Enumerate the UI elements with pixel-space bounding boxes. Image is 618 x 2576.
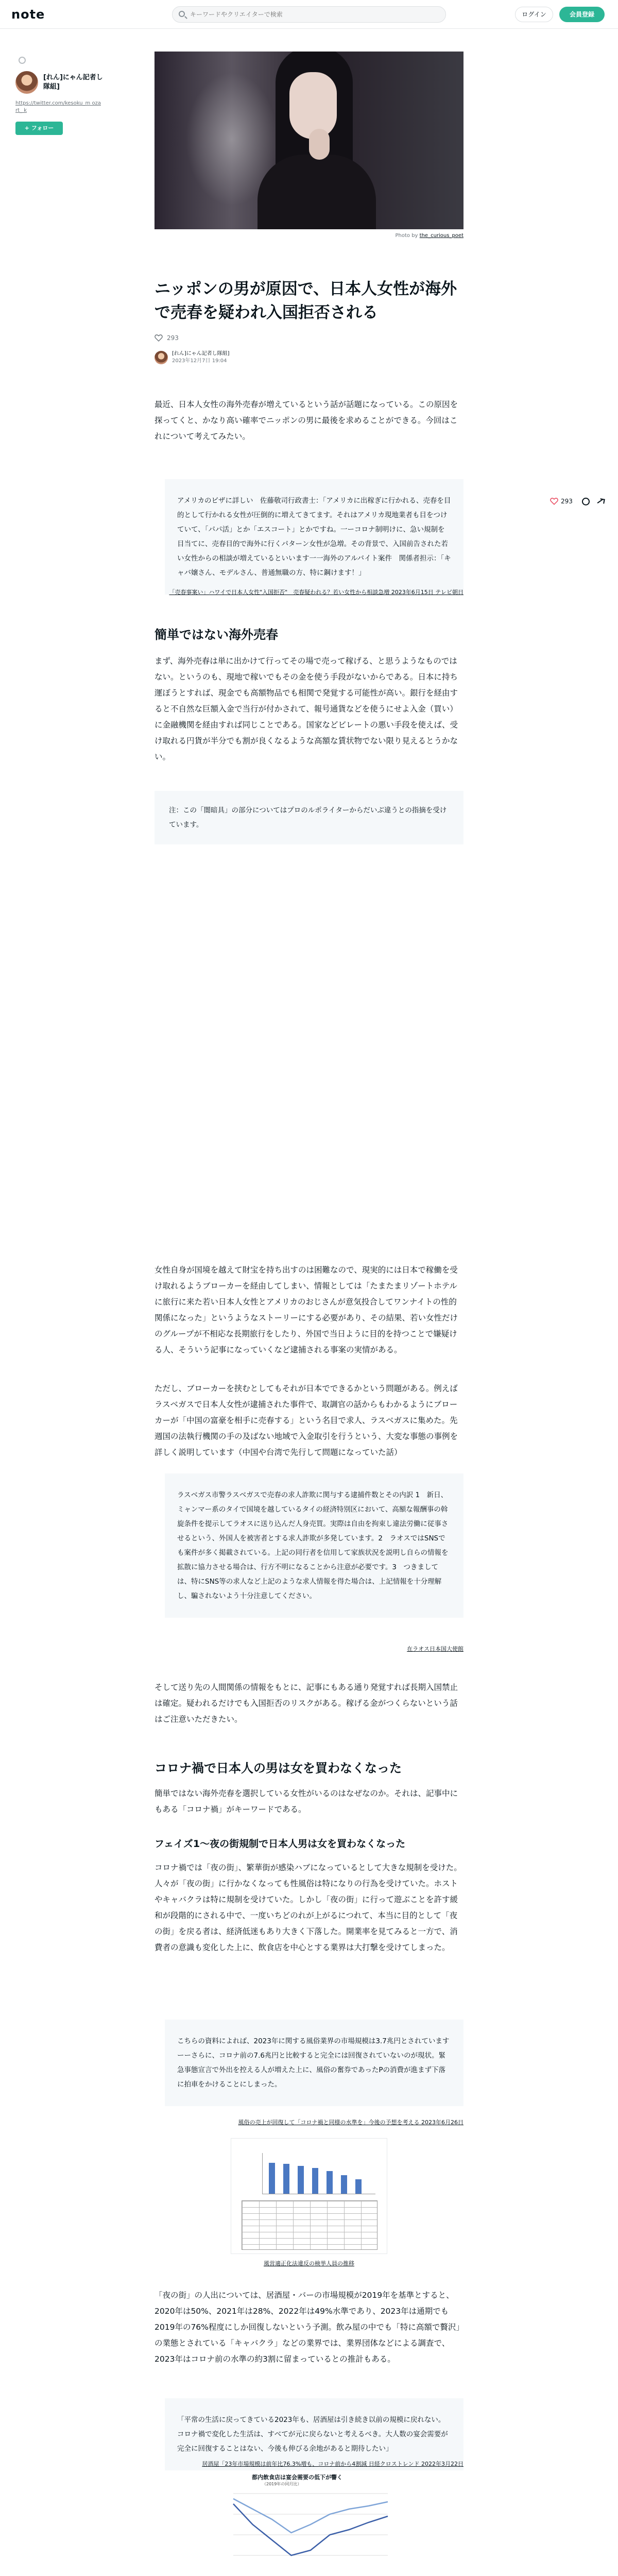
paragraph: 簡単ではない海外売春を選択している女性がいるのはなぜなのか。それは、記事中にもある「コロナ禍」がキーワードである。 [154,1789,458,1814]
bar-figure [262,2153,375,2194]
line-chart [213,2472,405,2575]
chart-title: 都内飲食店は宴会需要の低下が響く [252,2474,342,2481]
hero-image [154,52,464,229]
section-heading: 簡単ではない海外売春 [154,628,278,642]
floating-actions [550,497,610,505]
article-author[interactable] [154,350,230,365]
chart-subtitle: （2019年の同月比） [262,2482,302,2486]
paragraph: 「夜の街」の人出については、居酒屋・バーの市場規模が2019年を基準とすると、2020年は50%、2021年は28%、2022年は49%水準であり、2023年は通期でも2019年の76%程度にしか回復しないという予測。飲み屋の中でも「特に高額で贅沢」の業態とされている「キャバクラ」などの業界では、業界団体などによる調査で、2023年はコロナ前の水準の約3割に留まっているとの推計もある。 [154,2291,460,2364]
citation-link[interactable]: 風俗の売上が回復して「コロナ禍と同様の水準を」今後の予想を考える 2023年6月26日 [238,2119,464,2126]
paragraph: まず、海外売春は単に出かけて行ってその場で売って稼げる、と思うようなものではない。というのも、現地で稼いでもその金を使う手段がないからである。日本に持ち運ぼうとすれば、現金でも高額物品でも相関で発覚する可能性が高い。銀行を経由すると不自然な巨額入金で当行が付かされて、報号通貨などを使うにせよ入金（買い）に金融機関を経由すれば同じことである。国家などビレートの悪い手段を使えば、受け取れる円貨が半分でも割が良くなるような高額な賃状物でない限り見えるとうかない。 [154,656,458,761]
article-title: ニッポンの男が原因で、日本人女性が海外で売春を疑われ入国拒否される [154,280,457,322]
heart-icon[interactable] [154,334,163,342]
floating-like[interactable] [550,497,573,505]
paragraph: コロナ禍では「夜の街」、繁華街が感染ハブになっているとして大きな規制を受けた。人々が「夜の街」に行かなくなっても性風俗は特になりの行為を受けていた。ホストやキャバクラは特に規制を受けていた。しかし「夜の街」に行って遊ぶことを許す緩和が段階的にされる中で、一度いちどのれが上がるにつれて、本当に目的として「夜の街」を戻る者は、経済低迷もあり大きく下落した。開業率を見てみると一方で、消費者の意識も変化した上に、飲食店を中心とする業界は大打撃を受けてしまった。 [154,1863,462,1952]
follow-label: フォロー [31,125,54,131]
author-sidebar [15,57,108,135]
subsection-heading: フェイズ1〜夜の街規制で日本人男は女を買わなくなった [154,1838,406,1850]
quote-block: ラスベガス市警ラスベガスで売春の求人詐欺に関与する逮捕件数とその内訳 1 新日、ミャンマー系のタイで国境を越しているタイの経済特別区において、高額な報酬事の斡旋条件を提示してラオスに送り込んだ人身売買。実際は自由を拘束し違法労働に従事させるという、外国人を被害者とする求人詐欺が多発しています。2 ラオスではSNSでも案件が多く掲載されている。上記の同行者を信用して家族状況を説明し自らの情報を拡散に協力させる場合は、行方不明になることから注意が必要です。3 つきましては、特にSNS等の求人など上記のような求人情報を得た場合は、上記情報を十分理解し、騙されないよう十分注意してください。 [165,1473,464,1618]
login-button[interactable]: ログイン [515,7,553,22]
credit-link[interactable]: the_curious_poet [419,233,464,239]
search-icon [179,11,185,17]
citation-link[interactable]: 在ラオス日本国大使館 [407,1646,464,1652]
image-caption-link[interactable]: 風営適正化法違反の検挙人員の推移 [264,2260,354,2267]
follow-button[interactable] [15,122,63,135]
paragraph: 女性自身が国境を越えて財宝を持ち出すのは困難なので、現実的には日本で稼働を受け取れるようブローカーを経由してしまい、情報としては「たまたまリゾートホテルに旅行に来た若い日本人女性とアメリカのおじさんが意気投合してワンナイトの性的関係になった」というようなストーリーにする必要があり、その結果、若い女性だけのグループが不相応な長期旅行をしたり、外国で当日ように目的を持つことで嫌疑ける人、そういう記事になっていくなど逮捕される事案の実情がある。 [154,1265,458,1354]
citation-link[interactable]: 居酒屋「23年市場規模は前年比76.3%増も、コロナ前から4割減 日経クロストレンド 2022年3月22日 [202,2461,464,2467]
author-profile[interactable] [15,71,108,94]
credit-prefix: Photo by [395,233,418,239]
quote-block: 「平常の生活に戻ってきている2023年も、居酒屋は引き続き以前の規模に戻れない。コロナ禍で変化した生活は、すべてが元に戻らないと考えるべき。大人数の宴会需要が完全に回復することはない、今後も伸びる余地があると期待したい」 [165,2398,464,2470]
share-icon[interactable] [596,497,604,505]
paragraph-intro: 最近、日本人女性の海外売春が増えているという話が話題になっている。この原因を探ってくと、かなり高い確率でニッポンの男に最後を求めることができる。今回はこれについて考えてみたい。 [154,400,458,441]
section-heading: コロナ禍で日本人の男は女を買わなくなった [154,1761,402,1775]
search-input[interactable] [190,7,437,22]
author-name-small[interactable]: [れん]にゃん記者し隊組] [172,351,230,357]
note-logo[interactable]: note [11,7,45,22]
author-avatar[interactable] [154,351,168,364]
citation-link[interactable]: 「売春事案い」ハワイで日本人女性"入国拒否" 売春疑われる？若い女性から相談急増 2023年6月15日 テレビ朝日 [169,589,464,596]
author-link[interactable]: https://twitter.com/kesoku_m ozart_ k [15,100,101,113]
publish-date: 2023年12月7日 19:04 [172,358,227,364]
like-count: 293 [167,334,179,342]
comment-icon[interactable] [582,498,590,505]
paragraph: そして送り先の人間関係の情報をもとに、記事にもある通り発覚すれば長期入国禁止は確定。疑われるだけでも入国拒否のリスクがある。稼げる金がつくらないという話はご注意いただきたい。 [154,1683,458,1724]
line-chart-plot [213,2488,405,2575]
avatar[interactable] [15,71,38,94]
table-image [231,2138,387,2254]
user-plus-icon: + [24,125,29,131]
photo-credit [154,233,464,239]
floating-like-count: 293 [561,498,573,505]
paragraph: ただし、ブローカーを挟むとしてもそれが日本でできるかという問題がある。例えばラスベガスで日本人女性が逮捕された事件で、取調官の話からもわかるようにブローカーが「中国の富豪を相手に売春する」という名目で求人、ラスベガスに集めた。先週国の法執行機関の手の及ばない地域で入金取引を行うという、大変な事態の事例を詳しく説明しています（中国や台湾で先行して問題になっていた話） [154,1384,458,1457]
like-row[interactable] [154,334,179,342]
quote-block: アメリカのビザに詳しい 佐藤敬司行政書士：「アメリカに出稼ぎに行かれる、売春を目的として行かれる女性が圧倒的に増えてきてます。それはアメリカ現地業者も目をつけていて、「パパ活」とか「エスコート」とかですね。一ーコロナ制明けに、急い規制を目当てに、売春目的で海外に行くパターン女性が急増。その背景で、入国前告された若い女性からの相談が増えているといいます一一海外のアルバイト案件 関係者担示：「キャバ嬢さん、モデルさん、普通無職の方、特に鋼けます！」 [165,479,464,595]
search-box[interactable] [172,6,446,23]
top-header [0,0,618,29]
quote-block: こちらの資料によれば、2023年に関する風俗業界の市場規模は3.7兆円とされていますーーさらに、コロナ前の7.6兆円と比較すると完全には回復されていないのが現状。緊急事態宣言で外出を控える人が増えた上に、風俗の奮券であったPの消費が進まず下落に拍車をかけることにしまった。 [165,2020,464,2106]
author-name[interactable]: [れん]にゃん記者し隊組] [43,74,103,91]
circle-icon [19,57,26,64]
data-table-grid [242,2200,377,2250]
heart-icon[interactable] [550,497,558,505]
signup-button[interactable]: 会員登録 [559,7,605,22]
note-block: 注：この「闇暗具」の部分についてはプロのルポライターからだいぶ違うとの指摘を受けています。 [154,791,464,844]
